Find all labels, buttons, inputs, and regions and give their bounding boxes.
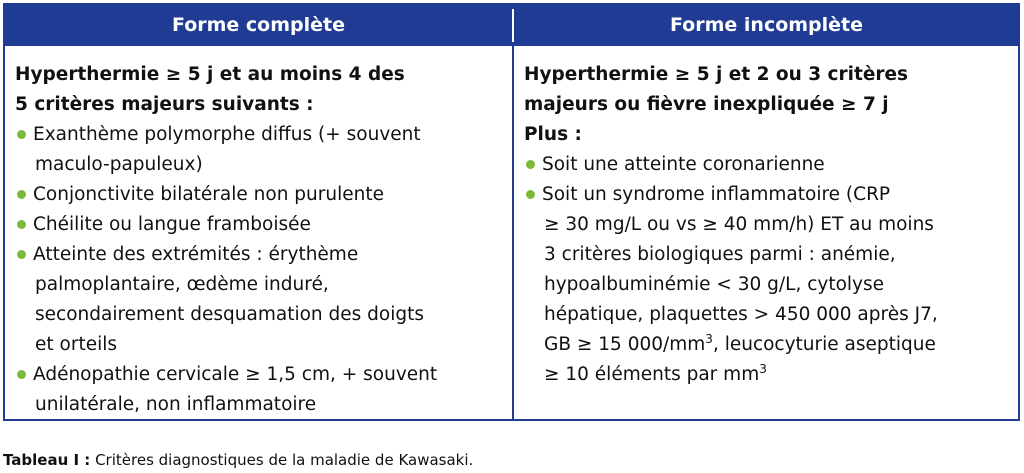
criterion-continuation: maculo-papuleux) (35, 154, 203, 175)
table-header (5, 5, 1018, 46)
column-forme-incomplete (524, 60, 1016, 390)
criterion-continuation: palmoplantaire, œdème induré, (35, 274, 329, 295)
intro-line: Plus : (524, 124, 582, 145)
caption-text: Critères diagnostiques de la maladie de Kawasaki. (90, 451, 474, 469)
criterion-item (524, 150, 1016, 180)
header-forme-incomplete: Forme incomplète (669, 14, 864, 36)
leucocyturie-text: , leucocyturie aseptique (712, 334, 936, 355)
criterion-item (15, 240, 507, 270)
criterion-text: Adénopathie cervicale ≥ 1,5 cm, + souvent (33, 364, 438, 385)
criterion-continuation: hépatique, plaquettes > 450 000 après J7, (544, 304, 938, 325)
superscript: 3 (759, 362, 767, 376)
criterion-text: Soit une atteinte coronarienne (542, 154, 825, 175)
intro-line: Hyperthermie ≥ 5 j et 2 ou 3 critères (524, 64, 909, 85)
criterion-continuation: et orteils (35, 334, 117, 355)
bullet-dot-icon (526, 160, 535, 169)
gb-text: GB ≥ 15 000/mm (544, 334, 706, 355)
criterion-text: Conjonctivite bilatérale non purulente (33, 184, 384, 205)
criterion-text: Soit un syndrome inflammatoire (CRP (542, 184, 891, 205)
intro-line: majeurs ou fièvre inexpliquée ≥ 7 j (524, 94, 889, 115)
criterion-continuation: 3 critères biologiques parmi : anémie, (544, 244, 896, 265)
bullet-dot-icon (526, 190, 535, 199)
table-caption (3, 450, 473, 470)
criterion-item (524, 180, 1016, 210)
column-forme-complete (15, 60, 507, 420)
criterion-item (15, 120, 507, 150)
bullet-dot-icon (17, 250, 26, 259)
bullet-dot-icon (17, 190, 26, 199)
criterion-text: Exanthème polymorphe diffus (+ souvent (33, 124, 421, 145)
criterion-item (15, 180, 507, 210)
criterion-item (15, 210, 507, 240)
criterion-continuation (524, 330, 1016, 360)
criterion-continuation: hypoalbuminémie < 30 g/L, cytolyse (544, 274, 885, 295)
criterion-text: Atteinte des extrémités : érythème (33, 244, 359, 265)
criterion-continuation (524, 360, 1016, 390)
criterion-continuation: unilatérale, non inflammatoire (35, 394, 317, 415)
column-divider (512, 46, 514, 419)
criterion-continuation: secondairement desquamation des doigts (35, 304, 425, 325)
criteria-table (3, 3, 1020, 421)
superscript: 3 (705, 332, 713, 346)
criterion-item (15, 360, 507, 390)
criterion-text: Chéilite ou langue framboisée (33, 214, 311, 235)
bullet-dot-icon (17, 130, 26, 139)
bullet-dot-icon (17, 370, 26, 379)
header-divider (512, 9, 514, 42)
criterion-continuation: ≥ 30 mg/L ou vs ≥ 40 mm/h) ET au moins (544, 214, 934, 235)
bullet-dot-icon (17, 220, 26, 229)
caption-label: Tableau I : (3, 451, 91, 469)
header-forme-complete: Forme complète (171, 14, 345, 36)
intro-line: Hyperthermie ≥ 5 j et au moins 4 des (15, 64, 405, 85)
intro-line: 5 critères majeurs suivants : (15, 94, 314, 115)
elements-text: ≥ 10 éléments par mm (544, 364, 760, 385)
